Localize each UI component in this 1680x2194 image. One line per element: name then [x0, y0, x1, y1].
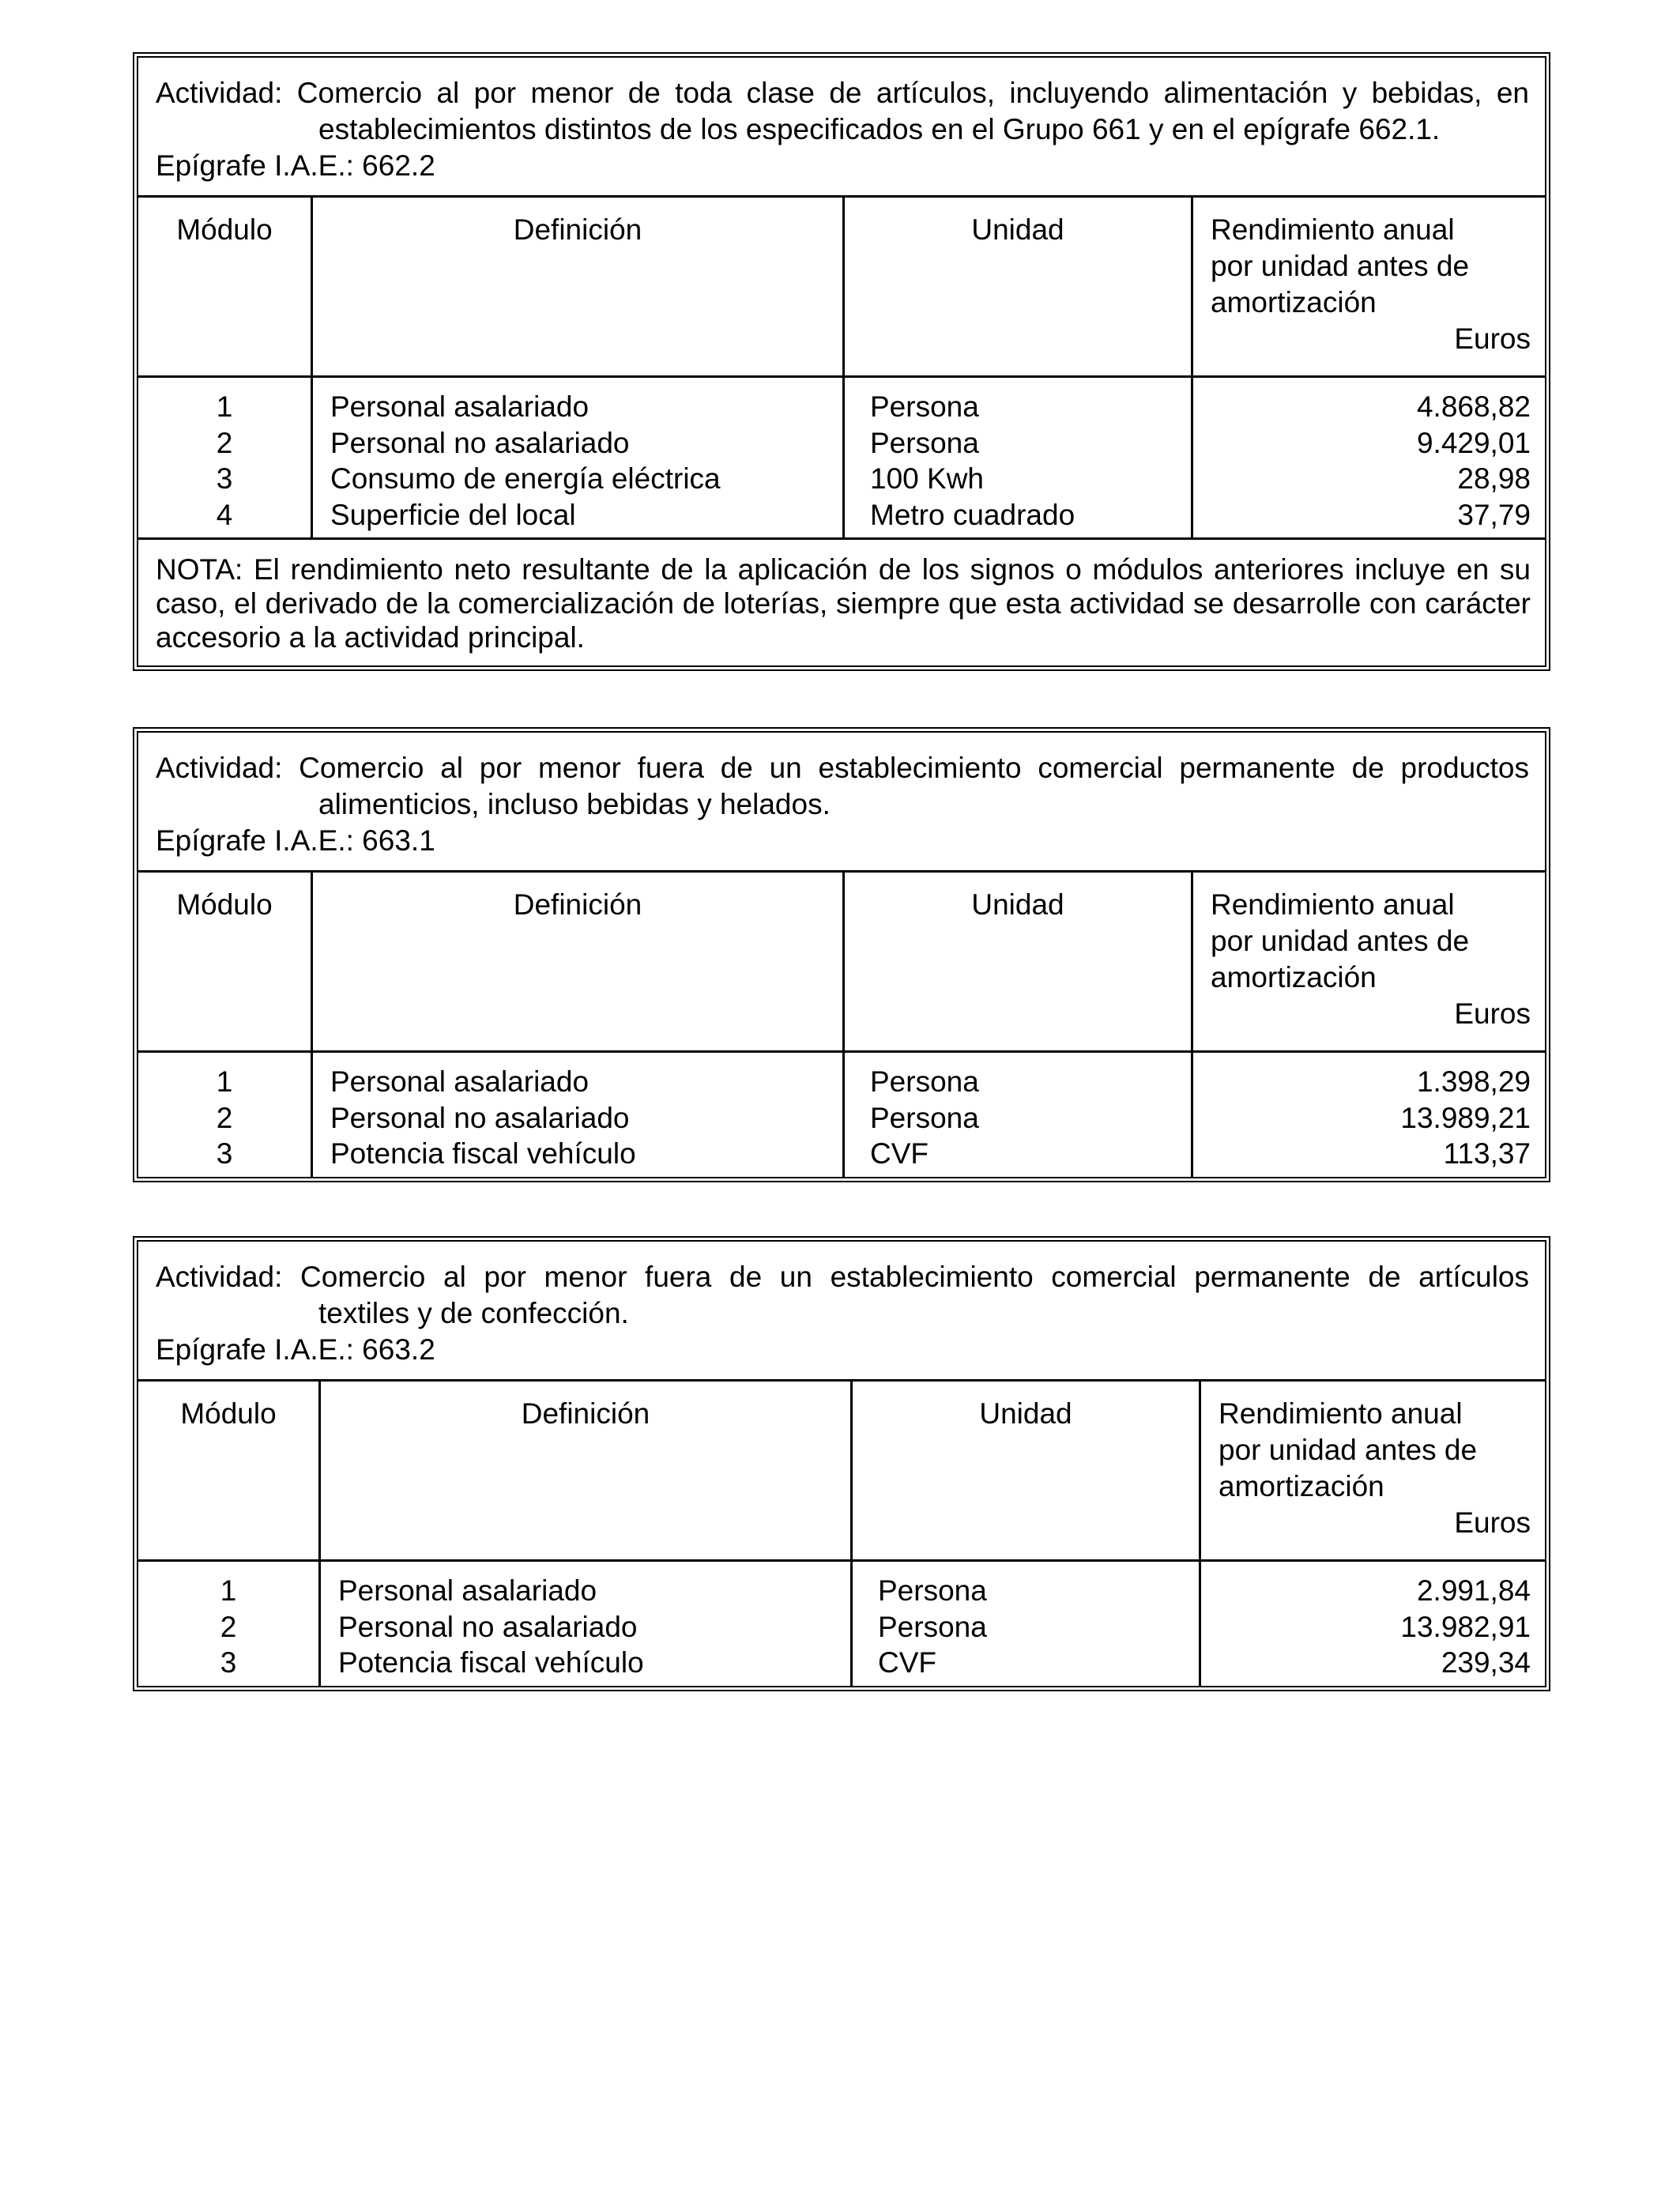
valor-cell: 9.429,01	[1416, 426, 1531, 459]
col-header-modulo: Módulo	[138, 1382, 320, 1561]
unidad-cell: Persona	[878, 1610, 987, 1643]
unidad-column	[844, 377, 1192, 538]
modulo-column	[138, 377, 312, 538]
activity-line-2: alimenticios, incluso bebidas y helados.	[318, 788, 831, 820]
module-table-662-2	[133, 52, 1550, 671]
rendimiento-line-3: amortización	[1211, 961, 1377, 993]
modulo-column	[138, 1052, 312, 1177]
nota-text: NOTA: El rendimiento neto resultante de la aplicación de los signos o módulos anteriores incluye en su caso, el derivado de la comercialización de loterías, siempre que esta actividad se desarrolle con carácter accesorio a la actividad principal.	[138, 537, 1545, 665]
unidad-cell: 100 Kwh	[870, 462, 984, 495]
col-header-rendimiento	[1200, 1382, 1546, 1561]
valor-cell: 2.991,84	[1416, 1574, 1531, 1607]
rendimiento-line-2: por unidad antes de	[1211, 250, 1470, 282]
modulo-cell: 2	[220, 1610, 237, 1643]
activity-line-2: establecimientos distintos de los especificados en el Grupo 661 y en el epígrafe 662.1.	[318, 113, 1441, 145]
header-row	[138, 198, 1545, 377]
col-header-rendimiento	[1192, 873, 1546, 1052]
modulo-cell: 3	[216, 462, 233, 495]
unidad-cell: Persona	[870, 1065, 979, 1098]
col-header-rendimiento	[1192, 198, 1546, 377]
epigrafe: Epígrafe I.A.E.: 662.2	[156, 149, 435, 182]
activity-header	[138, 733, 1545, 873]
modules-grid	[138, 1382, 1545, 1686]
module-table-663-1	[133, 727, 1550, 1182]
definicion-column	[312, 1052, 844, 1177]
valor-column	[1200, 1561, 1546, 1686]
definicion-column	[312, 377, 844, 538]
rendimiento-line-2: por unidad antes de	[1211, 925, 1470, 957]
modulo-cell: 2	[216, 426, 233, 459]
rendimiento-line-1: Rendimiento anual	[1211, 213, 1455, 246]
definicion-cell: Potencia fiscal vehículo	[330, 1137, 636, 1170]
body-row	[138, 377, 1545, 538]
activity-line-1: Actividad: Comercio al por menor de toda clase de artículos, incluyendo alimentación y bebidas, en	[156, 77, 1529, 109]
definicion-cell: Personal no asalariado	[330, 1101, 630, 1134]
activity-header	[138, 58, 1545, 198]
definicion-cell: Superficie del local	[330, 498, 576, 531]
valor-column	[1192, 377, 1546, 538]
modulo-cell: 1	[216, 1065, 233, 1098]
modulo-cell: 3	[216, 1137, 233, 1170]
unidad-cell: CVF	[878, 1646, 936, 1679]
euros-unit: Euros	[1454, 997, 1531, 1030]
unidad-column	[844, 1052, 1192, 1177]
definicion-cell: Personal asalariado	[338, 1574, 597, 1607]
definicion-cell: Consumo de energía eléctrica	[330, 462, 721, 495]
rendimiento-line-3: amortización	[1211, 286, 1377, 319]
activity-line-1: Actividad: Comercio al por menor fuera de un establecimiento comercial permanente de productos	[156, 752, 1529, 784]
rendimiento-line-1: Rendimiento anual	[1211, 888, 1455, 921]
col-header-modulo: Módulo	[138, 198, 312, 377]
definicion-cell: Personal asalariado	[330, 1065, 590, 1098]
definicion-cell: Personal asalariado	[330, 390, 590, 423]
valor-column	[1192, 1052, 1546, 1177]
body-row	[138, 1561, 1545, 1686]
definicion-cell: Personal no asalariado	[338, 1610, 638, 1643]
valor-cell: 13.989,21	[1400, 1101, 1531, 1134]
unidad-cell: Persona	[870, 1101, 979, 1134]
valor-cell: 13.982,91	[1400, 1610, 1531, 1643]
valor-cell: 1.398,29	[1416, 1065, 1531, 1098]
epigrafe: Epígrafe I.A.E.: 663.2	[156, 1333, 435, 1366]
rendimiento-line-3: amortización	[1219, 1470, 1384, 1502]
unidad-column	[852, 1561, 1200, 1686]
unidad-cell: CVF	[870, 1137, 929, 1170]
valor-cell: 239,34	[1441, 1646, 1531, 1679]
definicion-column	[320, 1561, 852, 1686]
valor-cell: 4.868,82	[1416, 390, 1531, 423]
rendimiento-line-2: por unidad antes de	[1219, 1434, 1478, 1466]
activity-line-1: Actividad: Comercio al por menor fuera de un establecimiento comercial permanente de artículos	[156, 1261, 1529, 1293]
col-header-modulo: Módulo	[138, 873, 312, 1052]
activity-line-2: textiles y de confección.	[318, 1297, 629, 1329]
col-header-definicion: Definición	[320, 1382, 852, 1561]
col-header-unidad: Unidad	[852, 1382, 1200, 1561]
euros-unit: Euros	[1454, 1506, 1531, 1539]
valor-cell: 37,79	[1457, 498, 1531, 531]
unidad-cell: Persona	[870, 390, 979, 423]
unidad-cell: Persona	[878, 1574, 987, 1607]
definicion-cell: Personal no asalariado	[330, 426, 630, 459]
header-row	[138, 873, 1545, 1052]
module-table-663-2	[133, 1236, 1550, 1691]
modulo-cell: 1	[220, 1574, 237, 1607]
modules-grid	[138, 873, 1545, 1177]
col-header-unidad: Unidad	[844, 873, 1192, 1052]
modulo-column	[138, 1561, 320, 1686]
unidad-cell: Metro cuadrado	[870, 498, 1075, 531]
modulo-cell: 4	[216, 498, 233, 531]
valor-cell: 28,98	[1457, 462, 1531, 495]
col-header-definicion: Definición	[312, 873, 844, 1052]
valor-cell: 113,37	[1443, 1137, 1531, 1170]
col-header-definicion: Definición	[312, 198, 844, 377]
epigrafe: Epígrafe I.A.E.: 663.1	[156, 824, 435, 857]
definicion-cell: Potencia fiscal vehículo	[338, 1646, 644, 1679]
modulo-cell: 3	[220, 1646, 237, 1679]
header-row	[138, 1382, 1545, 1561]
modulo-cell: 2	[216, 1101, 233, 1134]
unidad-cell: Persona	[870, 426, 979, 459]
activity-header	[138, 1242, 1545, 1382]
euros-unit: Euros	[1454, 322, 1531, 355]
rendimiento-line-1: Rendimiento anual	[1219, 1397, 1463, 1430]
col-header-unidad: Unidad	[844, 198, 1192, 377]
modules-grid	[138, 198, 1545, 537]
body-row	[138, 1052, 1545, 1177]
modulo-cell: 1	[216, 390, 233, 423]
